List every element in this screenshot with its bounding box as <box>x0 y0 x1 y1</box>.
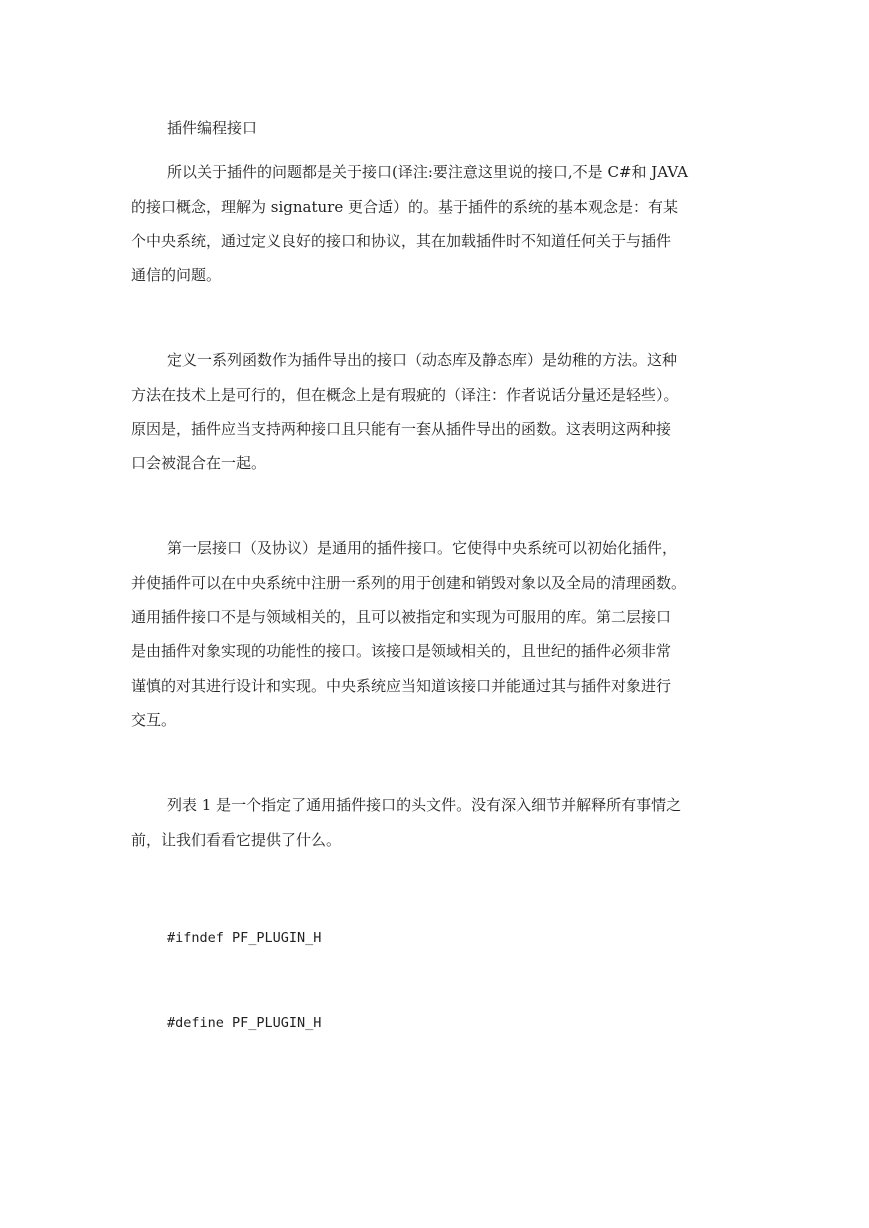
paragraph-line: 定义一系列函数作为插件导出的接口（动态库及静态库）是幼稚的方法。这种 <box>167 351 678 369</box>
code-line: #define PF_PLUGIN_H <box>167 1015 322 1031</box>
paragraph-line: 并使插件可以在中央系统中注册一系列的用于创建和销毁对象以及全局的清理函数。 <box>131 574 687 592</box>
paragraph-line: 通用插件接口不是与领域相关的，且可以被指定和实现为可服用的库。第二层接口 <box>131 608 672 626</box>
paragraph-line: 个中央系统，通过定义良好的接口和协议，其在加载插件时不知道任何关于与插件 <box>131 232 672 250</box>
paragraph-line: 交互。 <box>131 711 177 729</box>
paragraph-line: 前，让我们看看它提供了什么。 <box>131 831 342 849</box>
paragraph-line: 第一层接口（及协议）是通用的插件接口。它使得中央系统可以初始化插件， <box>167 539 678 557</box>
paragraph-line: 通信的问题。 <box>131 266 222 284</box>
paragraph-line: 原因是，插件应当支持两种接口且只能有一套从插件导出的函数。这表明这两种接 <box>131 420 672 438</box>
paragraph-line: 所以关于插件的问题都是关于接口(译注:要注意这里说的接口,不是 C#和 JAVA <box>167 163 689 181</box>
paragraph-line: 方法在技术上是可行的，但在概念上是有瑕疵的（译注：作者说话分量还是轻些）。 <box>131 386 679 404</box>
section-heading: 插件编程接口 <box>167 119 258 137</box>
paragraph-line: 列表 1 是一个指定了通用插件接口的头文件。没有深入细节并解释所有事情之 <box>167 796 682 814</box>
paragraph-line: 的接口概念，理解为 signature 更合适）的。基于插件的系统的基本观念是：有某 <box>131 198 678 216</box>
paragraph-line: 谨慎的对其进行设计和实现。中央系统应当知道该接口并能通过其与插件对象进行 <box>131 677 672 695</box>
code-line: #ifndef PF_PLUGIN_H <box>167 930 322 946</box>
paragraph-line: 口会被混合在一起。 <box>131 454 267 472</box>
paragraph-line: 是由插件对象实现的功能性的接口。该接口是领域相关的，且世纪的插件必须非常 <box>131 642 672 660</box>
